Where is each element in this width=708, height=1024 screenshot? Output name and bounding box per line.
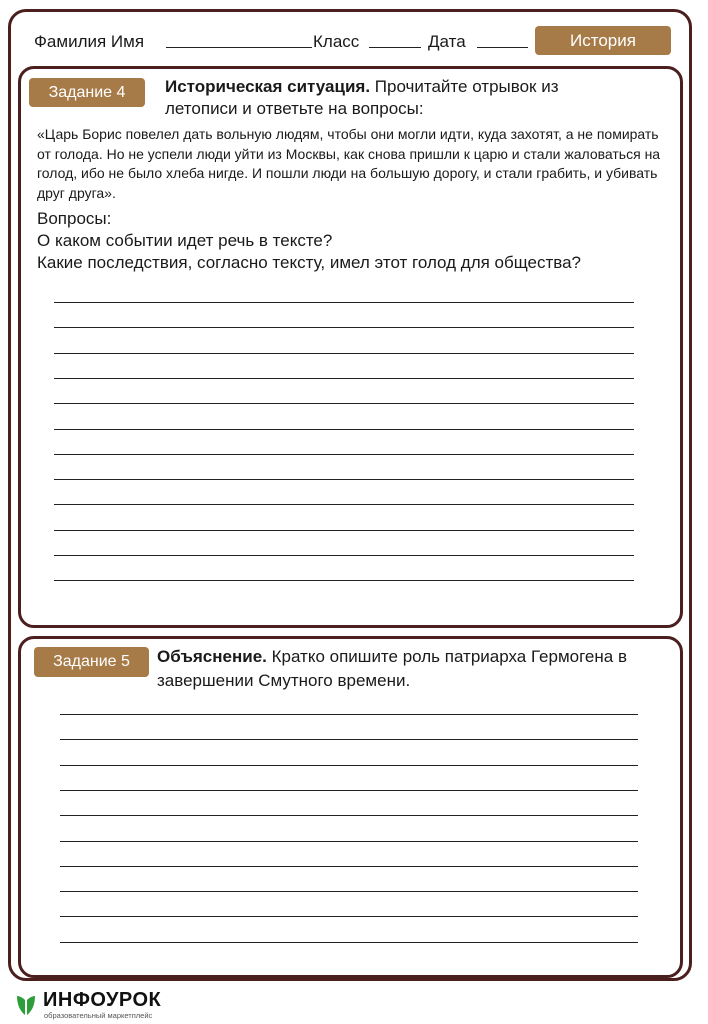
date-field[interactable] [477, 47, 528, 48]
logo-name: ИНФОУРОК [43, 989, 162, 1011]
answer-line[interactable] [60, 714, 638, 715]
question-2: Какие последствия, согласно тексту, имел этот голод для общества? [37, 253, 582, 272]
class-label: Класс [313, 32, 360, 51]
infourok-logo [15, 990, 215, 1022]
questions-heading: Вопросы: [37, 209, 112, 228]
task5-title-bold: Объяснение. [157, 647, 267, 666]
answer-line[interactable] [54, 403, 634, 404]
logo-tagline: образовательный маркетплейс [44, 1011, 153, 1020]
answer-line[interactable] [60, 942, 638, 943]
answer-line[interactable] [60, 891, 638, 892]
answer-line[interactable] [54, 378, 634, 379]
answer-line[interactable] [54, 580, 634, 581]
task4-title-rest-1: Прочитайте отрывок из [370, 77, 559, 96]
answer-line[interactable] [54, 479, 634, 480]
class-field[interactable] [369, 47, 421, 48]
task4-title-rest-2: летописи и ответьте на вопросы: [165, 99, 424, 118]
answer-line[interactable] [54, 327, 634, 328]
answer-line[interactable] [60, 739, 638, 740]
answer-line[interactable] [60, 765, 638, 766]
answer-line[interactable] [60, 866, 638, 867]
subject-badge: История [535, 26, 671, 55]
answer-line[interactable] [54, 353, 634, 354]
task5-title-rest-2: завершении Смутного времени. [157, 671, 411, 690]
answer-line[interactable] [54, 429, 634, 430]
name-field[interactable] [166, 47, 312, 48]
name-label: Фамилия Имя [34, 32, 145, 51]
task4-questions [37, 208, 667, 274]
answer-line[interactable] [60, 916, 638, 917]
task4-badge: Задание 4 [29, 78, 145, 107]
answer-line[interactable] [60, 841, 638, 842]
answer-line[interactable] [60, 815, 638, 816]
answer-line[interactable] [54, 530, 634, 531]
answer-line[interactable] [54, 504, 634, 505]
task4-title [165, 76, 675, 120]
answer-line[interactable] [60, 790, 638, 791]
answer-line[interactable] [54, 302, 634, 303]
date-label: Дата [428, 32, 466, 51]
task5-title-rest-1: Кратко опишите роль патриарха Гермогена в [266, 647, 627, 666]
question-1: О каком событии идет речь в тексте? [37, 231, 333, 250]
task4-title-bold: Историческая ситуация. [165, 77, 371, 96]
task5-title [157, 645, 677, 693]
answer-line[interactable] [54, 555, 634, 556]
task5-badge: Задание 5 [34, 647, 149, 677]
answer-line[interactable] [54, 454, 634, 455]
task4-quote: «Царь Борис повелел дать вольную людям, чтобы они могли идти, куда захотят, а не помирать от голода. Но не успели люди уйти из Москвы, как снова пришли к царю и стали жаловаться на голод, ибо не было хлеба нигде. И пошли люди на большую дорогу, и стали грабить, и убивать друг друга». [37, 126, 661, 201]
infourok-leaf-icon [15, 992, 37, 1016]
